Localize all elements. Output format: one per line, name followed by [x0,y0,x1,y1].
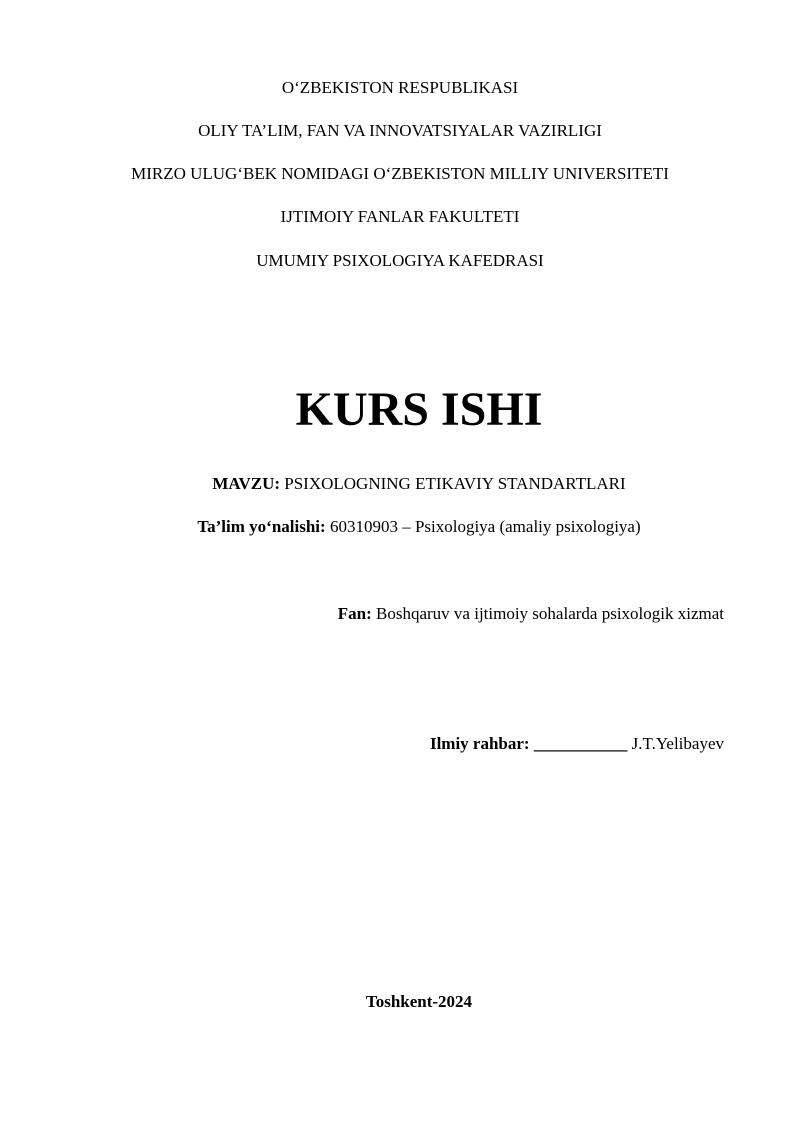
country-heading: O‘ZBEKISTON RESPUBLIKASI [281,78,519,97]
topic-line [0,474,800,494]
supervisor-line [430,734,724,754]
university-heading: MIRZO ULUG‘BEK NOMIDAGI O‘ZBEKISTON MILLIY UNIVERSITETI [131,164,669,183]
department-heading: UMUMIY PSIXOLOGIYA KAFEDRASI [256,251,544,270]
direction-label: Ta’lim yo‘nalishi: [197,517,326,536]
subject-label: Fan: [337,604,372,623]
supervisor-value: J.T.Yelibayev [627,734,724,753]
document-title: KURS ISHI [295,383,543,436]
direction-value: 60310903 – Psixologiya (amaliy psixologiya) [325,517,641,536]
subject-line [338,604,724,624]
topic-label: MAVZU: [212,474,281,493]
subject-value: Boshqaruv va ijtimoiy sohalarda psixologik xizmat [371,604,724,623]
supervisor-label: Ilmiy rahbar: ___________ [429,734,628,753]
direction-line [0,517,800,537]
faculty-heading: IJTIMOIY FANLAR FAKULTETI [280,207,520,226]
ministry-heading: OLIY TA’LIM, FAN VA INNOVATSIYALAR VAZIRLIGI [198,121,602,140]
topic-value: PSIXOLOGNING ETIKAVIY STANDARTLARI [280,474,626,493]
city-year: Toshkent-2024 [365,992,473,1011]
